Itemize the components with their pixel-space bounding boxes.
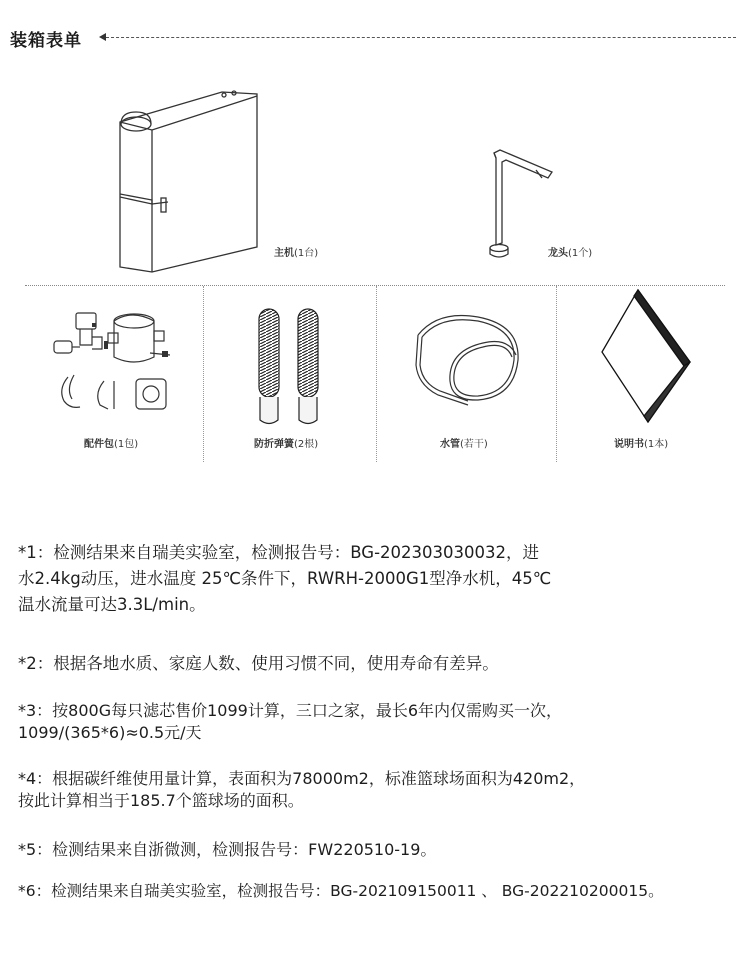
footnote-1: *1：检测结果来自瑞美实验室，检测报告号：BG-202303030032，进 水2.4kg动压，进水温度 25℃条件下，RWRH-2000G1型净水机，45℃ 温水流量可达3.3L/min。 (18, 543, 552, 614)
arrow-left-icon (99, 33, 106, 41)
footnote-4: *4：根据碳纤维使用量计算，表面积为78000m2，标准篮球场面积为420m2， 按此计算相当于185.7个篮球场的面积。 (18, 769, 586, 810)
footnote-5: *5：检测结果来自浙微测，检测报告号：FW220510-19。 (18, 840, 437, 859)
column-divider (556, 286, 557, 462)
row-divider (25, 285, 725, 286)
item-caption-anti-bend-spring: 防折弹簧(2根) (254, 439, 319, 450)
column-divider (376, 286, 377, 462)
item-caption-manual: 说明书(1本) (614, 439, 669, 450)
faucet-image (486, 148, 556, 263)
footnote-3: *3：按800G每只滤芯售价1099计算，三口之家，最长6年内仅需购买一次， 1099/(365*6)≈0.5元/天 (18, 701, 563, 742)
header-divider (106, 37, 736, 38)
column-divider (203, 286, 204, 462)
purifier-main-unit-image (112, 82, 262, 277)
item-caption-main-unit: 主机(1台) (274, 248, 319, 259)
item-caption-faucet: 龙头(1个) (548, 248, 593, 259)
item-caption-water-pipe: 水管(若干) (440, 439, 488, 450)
section-title: 装箱表单 (10, 31, 82, 51)
item-caption-accessory-pack: 配件包(1包) (84, 439, 139, 450)
anti-bend-spring-image (254, 305, 334, 430)
footnote-2: *2：根据各地水质、家庭人数、使用习惯不同，使用寿命有差异。 (18, 654, 499, 673)
manual-book-image (598, 290, 698, 425)
water-pipe-image (408, 305, 528, 410)
accessory-pack-image (50, 305, 185, 425)
footnote-6: *6：检测结果来自瑞美实验室，检测报告号：BG-202109150011 、 BG-202210200015。 (18, 882, 664, 900)
